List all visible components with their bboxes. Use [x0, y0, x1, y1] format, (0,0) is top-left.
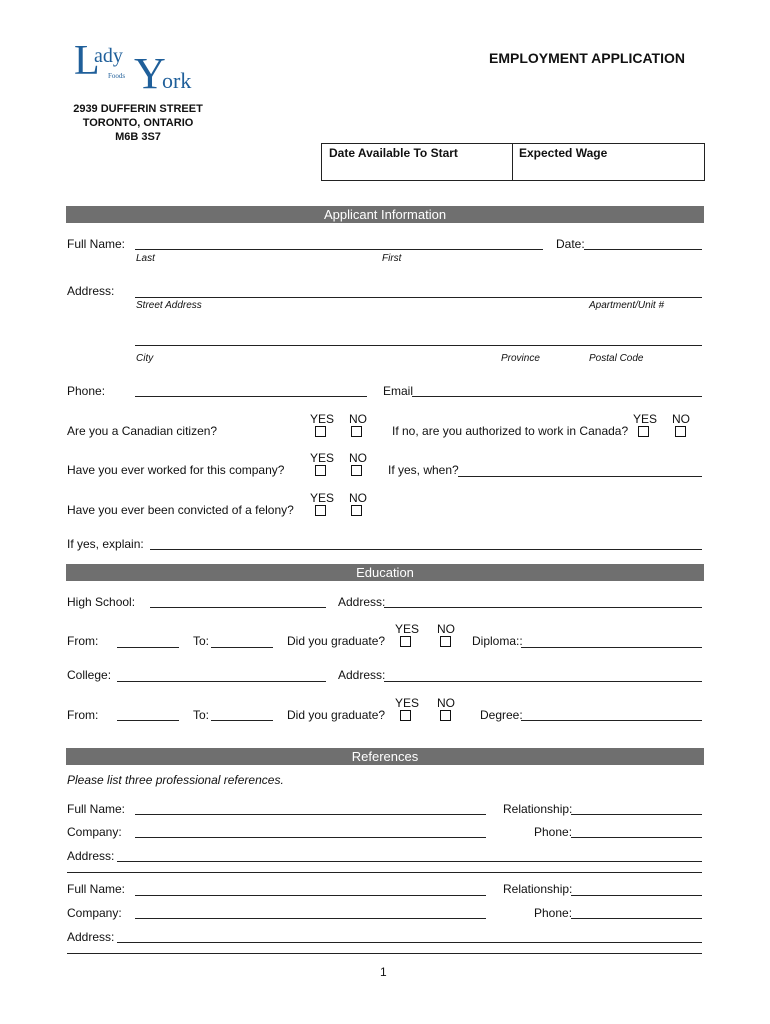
yes-label: YES [633, 412, 658, 426]
references-section-header: References [66, 748, 704, 765]
street-address-field[interactable] [135, 297, 702, 298]
college-to-label: To: [193, 708, 210, 722]
province-caption: Province [501, 353, 540, 364]
ref2-name-label: Full Name: [67, 882, 126, 896]
page-title: EMPLOYMENT APPLICATION [489, 50, 685, 66]
degree-field[interactable] [521, 720, 702, 721]
authorized-question: If no, are you authorized to work in Canada? [392, 424, 629, 438]
college-field[interactable] [117, 681, 326, 682]
hs-address-label: Address: [338, 595, 386, 609]
ref2-relationship-field[interactable] [571, 895, 702, 896]
city-province-field[interactable] [135, 345, 702, 346]
hs-graduate-no-checkbox[interactable] [440, 636, 451, 647]
address-line: TORONTO, ONTARIO [82, 117, 194, 129]
citizen-question: Are you a Canadian citizen? [67, 424, 218, 438]
explain-field[interactable] [150, 549, 702, 550]
high-school-field[interactable] [150, 607, 326, 608]
felony-no-checkbox[interactable] [351, 505, 362, 516]
email-field[interactable] [412, 396, 702, 397]
date-label: Date: [556, 237, 585, 251]
logo-ady: ady [94, 45, 123, 67]
expected-wage-label: Expected Wage [519, 146, 608, 160]
ref2-relationship-label: Relationship: [503, 882, 573, 896]
references-intro: Please list three professional references. [67, 773, 284, 787]
felony-yes-checkbox[interactable] [315, 505, 326, 516]
college-from-label: From: [67, 708, 99, 722]
logo-ork: ork [162, 68, 192, 93]
worked-question: Have you ever worked for this company? [67, 463, 285, 477]
college-graduate-label: Did you graduate? [287, 708, 386, 722]
full-name-label: Full Name: [67, 237, 126, 251]
logo-y: Y [134, 49, 166, 94]
no-label: NO [349, 491, 367, 505]
no-label: NO [349, 412, 367, 426]
no-label: NO [437, 696, 455, 710]
reference-divider [67, 872, 702, 873]
high-school-label: High School: [67, 595, 136, 609]
ref1-phone-field[interactable] [571, 837, 702, 838]
explain-label: If yes, explain: [67, 537, 144, 551]
ref2-phone-label: Phone: [534, 906, 573, 920]
hs-address-field[interactable] [384, 607, 702, 608]
ref1-company-label: Company: [67, 825, 122, 839]
logo-foods: Foods [108, 72, 126, 80]
when-label: If yes, when? [388, 463, 459, 477]
authorized-no-checkbox[interactable] [675, 426, 686, 437]
college-graduate-yes-checkbox[interactable] [400, 710, 411, 721]
hs-graduate-yes-checkbox[interactable] [400, 636, 411, 647]
authorized-yes-checkbox[interactable] [638, 426, 649, 437]
college-address-label: Address: [338, 668, 386, 682]
start-wage-box [321, 143, 705, 181]
ref2-address-label: Address: [67, 930, 115, 944]
company-address [67, 102, 209, 144]
no-label: NO [437, 622, 455, 636]
hs-graduate-label: Did you graduate? [287, 634, 386, 648]
citizen-no-checkbox[interactable] [351, 426, 362, 437]
college-to-field[interactable] [211, 720, 273, 721]
applicant-section-header: Applicant Information [66, 206, 704, 223]
address-line: M6B 3S7 [115, 131, 161, 143]
ref1-address-label: Address: [67, 849, 115, 863]
logo-l: L [74, 38, 100, 84]
college-address-field[interactable] [384, 681, 702, 682]
no-label: NO [349, 451, 367, 465]
date-available-label: Date Available To Start [329, 146, 458, 160]
phone-label: Phone: [67, 384, 106, 398]
ref2-company-field[interactable] [135, 918, 486, 919]
city-caption: City [136, 353, 154, 364]
ref1-company-field[interactable] [135, 837, 486, 838]
yes-label: YES [395, 696, 420, 710]
ref1-name-label: Full Name: [67, 802, 126, 816]
lady-york-logo [74, 34, 206, 94]
ref1-relationship-field[interactable] [571, 814, 702, 815]
college-label: College: [67, 668, 112, 682]
address-label: Address: [67, 284, 115, 298]
yes-label: YES [310, 451, 335, 465]
worked-yes-checkbox[interactable] [315, 465, 326, 476]
page-number: 1 [380, 965, 387, 979]
reference-divider [67, 953, 702, 954]
ref1-relationship-label: Relationship: [503, 802, 573, 816]
hs-from-label: From: [67, 634, 99, 648]
ref2-phone-field[interactable] [571, 918, 702, 919]
street-caption: Street Address [136, 300, 202, 311]
yes-label: YES [395, 622, 420, 636]
citizen-yes-checkbox[interactable] [315, 426, 326, 437]
hs-to-label: To: [193, 634, 210, 648]
felony-question: Have you ever been convicted of a felony? [67, 503, 294, 517]
worked-no-checkbox[interactable] [351, 465, 362, 476]
yes-label: YES [310, 412, 335, 426]
ref2-name-field[interactable] [135, 895, 486, 896]
last-caption: Last [136, 253, 155, 264]
diploma-label: Diploma:: [472, 634, 523, 648]
ref1-phone-label: Phone: [534, 825, 573, 839]
full-name-field[interactable] [135, 249, 543, 250]
hs-to-field[interactable] [211, 647, 273, 648]
degree-label: Degree: [480, 708, 523, 722]
no-label: NO [672, 412, 690, 426]
email-label: Email [383, 384, 414, 398]
box-divider [512, 144, 513, 180]
education-section-header: Education [66, 564, 704, 581]
diploma-field[interactable] [521, 647, 702, 648]
college-graduate-no-checkbox[interactable] [440, 710, 451, 721]
ref2-address-field[interactable] [117, 942, 702, 943]
hs-from-field[interactable] [117, 647, 179, 648]
first-caption: First [382, 253, 402, 264]
date-field[interactable] [584, 249, 702, 250]
postal-caption: Postal Code [589, 353, 644, 364]
ref1-name-field[interactable] [135, 814, 486, 815]
yes-label: YES [310, 491, 335, 505]
ref2-company-label: Company: [67, 906, 122, 920]
college-from-field[interactable] [117, 720, 179, 721]
when-field[interactable] [458, 476, 702, 477]
apartment-caption: Apartment/Unit # [589, 300, 665, 311]
phone-field[interactable] [135, 396, 367, 397]
address-line: 2939 DUFFERIN STREET [73, 103, 203, 115]
ref1-address-field[interactable] [117, 861, 702, 862]
